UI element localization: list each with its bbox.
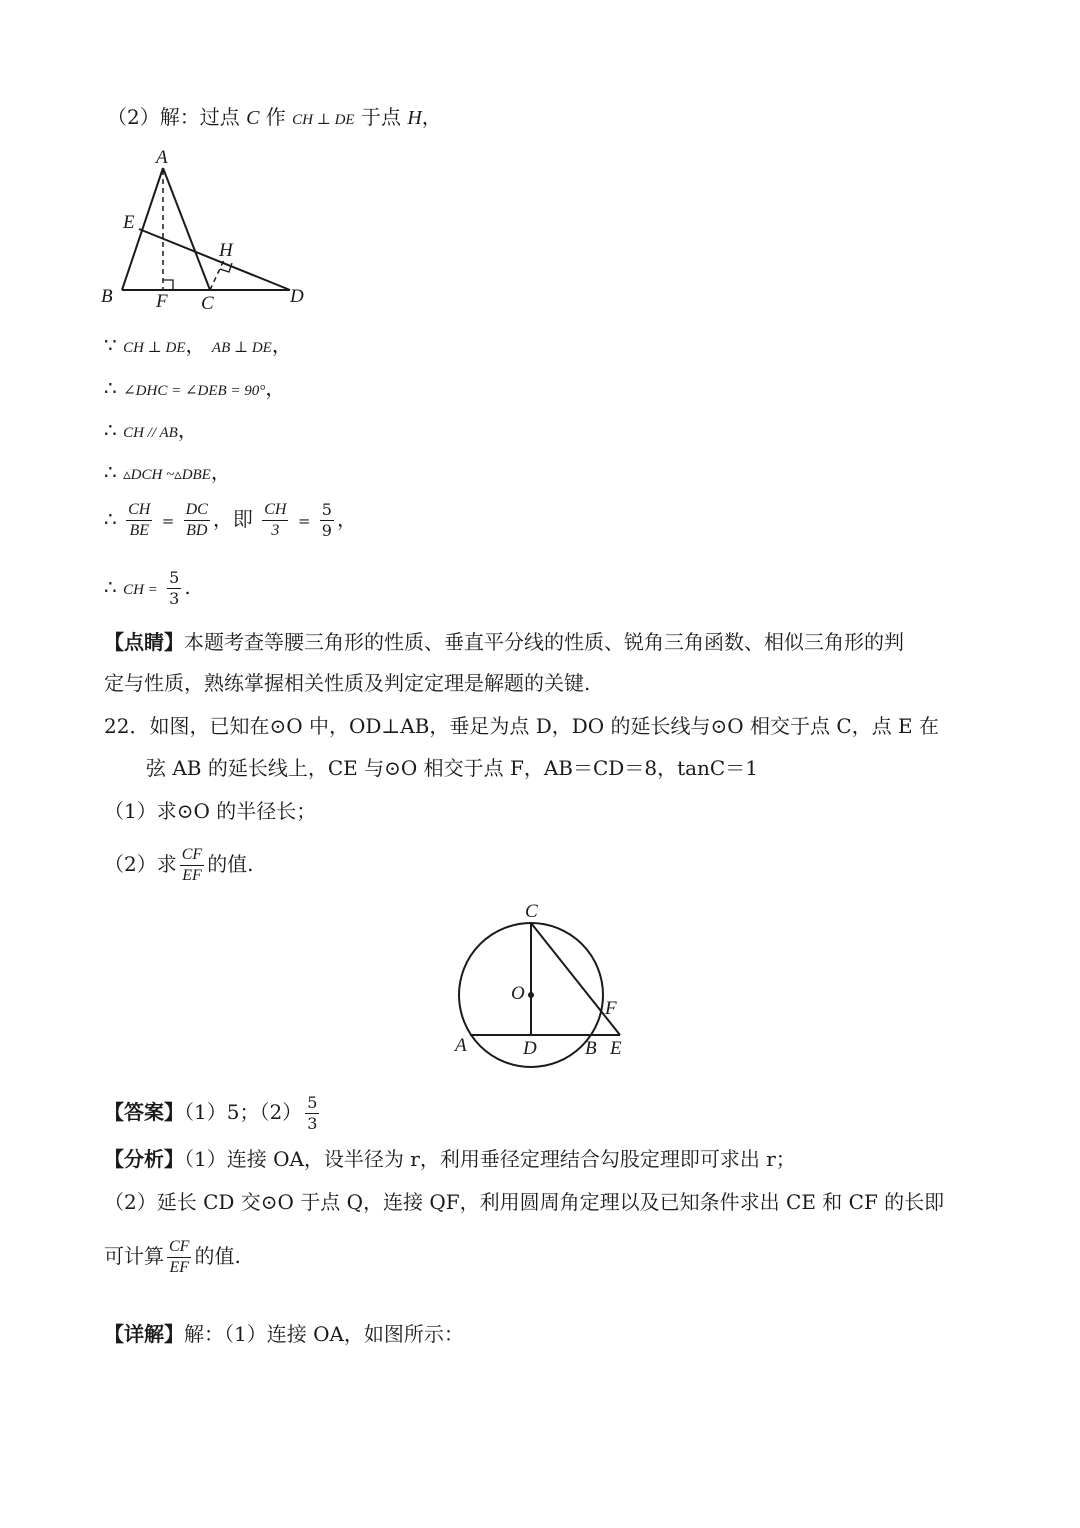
step-4: ∴ ▵DCH ~▵DBE，	[104, 460, 231, 484]
label-c: C	[201, 293, 214, 314]
label-d2: D	[523, 1038, 537, 1059]
analysis-line-1: 【分析】（1）连接 OA，设半径为 r，利用垂径定理结合勾股定理即可求出 r；	[104, 1147, 796, 1171]
label-d: D	[290, 286, 304, 307]
label-f2: F	[605, 998, 617, 1019]
question-22-line-2: 弦 AB 的延长线上，CE 与⊙O 相交于点 F，AB＝CD＝8，tanC＝1	[146, 756, 758, 780]
label-b2: B	[585, 1038, 597, 1059]
fraction-ch-3: $\frac{CH}{3}$	[264, 501, 287, 539]
answer-fraction: $\frac{5}{3}$	[307, 1093, 318, 1133]
right-angle-f	[163, 280, 173, 290]
analysis-line-3: 可计算 $\frac{CF}{EF}$ 的值.	[104, 1238, 241, 1276]
question-22-part-1: （1）求⊙O 的半径长；	[104, 799, 317, 823]
step-2: ∴ ∠DHC = ∠DEB = 90°，	[104, 376, 286, 400]
question-22-line-1: 22．如图，已知在⊙O 中，OD⊥AB，垂足为点 D，DO 的延长线与⊙O 相交于点 C，点 E 在	[104, 714, 940, 738]
label-h: H	[219, 240, 233, 261]
analysis-line-2: （2）延长 CD 交⊙O 于点 Q，连接 QF，利用圆周角定理以及已知条件求出 CE 和 CF 的长即	[104, 1190, 945, 1214]
label-b: B	[101, 286, 113, 307]
center-point	[528, 992, 534, 998]
solution-intro: （2）解：过点 C 作 CH ⊥ DE 于点 H，	[107, 105, 442, 129]
analysis-fraction: $\frac{CF}{EF}$	[169, 1238, 190, 1276]
step-1: ∵ CH ⊥ DE， AB ⊥ DE，	[104, 333, 292, 357]
label-e2: E	[610, 1038, 622, 1059]
step-6: ∴ CH = $\frac{5}{3}$ .	[104, 568, 191, 608]
altitude-ch	[210, 260, 224, 290]
label-a2: A	[455, 1035, 467, 1056]
label-c2: C	[525, 901, 538, 922]
triangle-figure	[95, 140, 325, 320]
fraction-ch-be: $\frac{CH}{BE}$	[128, 501, 151, 539]
circle-figure	[440, 895, 640, 1070]
label-a: A	[156, 147, 168, 168]
fraction-5-3: $\frac{5}{3}$	[169, 568, 180, 608]
detail-line: 【详解】解：（1）连接 OA，如图所示：	[104, 1322, 464, 1346]
step-5: ∴ $\frac{CH}{BE}$ = $\frac{DC}{BD}$ ，即 $\frac{CH}{3}$ = $\frac{5}{9}$ ，	[104, 500, 357, 540]
step-3: ∴ CH // AB，	[104, 418, 198, 442]
fraction-dc-bd: $\frac{DC}{BD}$	[185, 501, 208, 539]
label-f: F	[156, 291, 168, 312]
segment-ac	[163, 168, 210, 290]
answer-line: 【答案】（1）5；（2） $\frac{5}{3}$	[104, 1093, 318, 1133]
dianjing-line-2: 定与性质，熟练掌握相关性质及判定定理是解题的关键.	[104, 671, 591, 695]
question-22-part-2: （2）求 $\frac{CF}{EF}$ 的值.	[104, 846, 254, 884]
label-o: O	[511, 983, 525, 1004]
dianjing-line-1: 【点睛】本题考查等腰三角形的性质、垂直平分线的性质、锐角三角函数、相似三角形的判	[104, 630, 904, 654]
fraction-cf-ef: $\frac{CF}{EF}$	[181, 846, 203, 884]
label-e: E	[123, 212, 135, 233]
fraction-5-9: $\frac{5}{9}$	[321, 500, 332, 540]
